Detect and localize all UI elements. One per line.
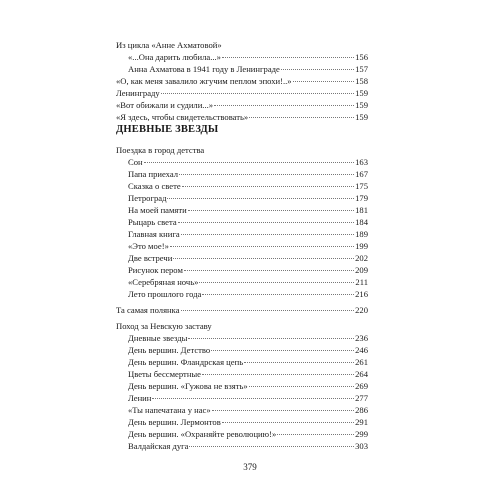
toc-entry: Сказка о свете 175 bbox=[128, 181, 368, 191]
toc-entry: «Серебряная ночь» 211 bbox=[128, 277, 368, 287]
toc-entry: Рисунок пером 209 bbox=[128, 265, 368, 275]
toc-entry: Ленин 277 bbox=[128, 393, 368, 403]
toc-entry: «О, как меня завалило жгучим пеплом эпохи!..» 158 bbox=[116, 76, 368, 86]
toc-entry: Та самая полянка 220 bbox=[116, 305, 368, 315]
toc-entry: Сон 163 bbox=[128, 157, 368, 167]
toc-entry: Рыцарь света 184 bbox=[128, 217, 368, 227]
toc-entry: «Ты напечатана у нас» 286 bbox=[128, 405, 368, 415]
group-title: Поход за Невскую заставу bbox=[116, 321, 212, 331]
toc-entry: «...Она дарить любила...» 156 bbox=[128, 52, 368, 62]
page-number: 379 bbox=[243, 462, 257, 472]
toc-entry: День вершин. Детство 246 bbox=[128, 345, 368, 355]
toc-entry: «Это мое!» 199 bbox=[128, 241, 368, 251]
toc-entry: Две встречи 202 bbox=[128, 253, 368, 263]
toc-entry: Папа приехал 167 bbox=[128, 169, 368, 179]
toc-entry: Ленинграду 159 bbox=[116, 88, 368, 98]
toc-entry: «Я здесь, чтобы свидетельствовать» 159 bbox=[116, 112, 368, 122]
toc-entry: День вершин. «Гужова не взять» 269 bbox=[128, 381, 368, 391]
section-title: ДНЕВНЫЕ ЗВЕЗДЫ bbox=[116, 124, 219, 135]
toc-entry: Цветы бессмертные 264 bbox=[128, 369, 368, 379]
cycle-title: Из цикла «Анне Ахматовой» bbox=[116, 40, 222, 50]
toc-entry: «Вот обижали и судили...» 159 bbox=[116, 100, 368, 110]
group-title: Поездка в город детства bbox=[116, 145, 205, 155]
toc-entry: День вершин. «Охраняйте революцию!» 299 bbox=[128, 429, 368, 439]
toc-entry: Лето прошлого года 216 bbox=[128, 289, 368, 299]
toc-entry: На моей памяти 181 bbox=[128, 205, 368, 215]
toc-entry: Петроград 179 bbox=[128, 193, 368, 203]
toc-entry: Дневные звезды 236 bbox=[128, 333, 368, 343]
toc-entry: Валдайская дуга 303 bbox=[128, 441, 368, 451]
toc-entry: День вершин. Фландрская цепь 261 bbox=[128, 357, 368, 367]
toc-entry: Анна Ахматова в 1941 году в Ленинграде 157 bbox=[128, 64, 368, 74]
toc-entry: Главная книга 189 bbox=[128, 229, 368, 239]
toc-entry: День вершин. Лермонтов 291 bbox=[128, 417, 368, 427]
